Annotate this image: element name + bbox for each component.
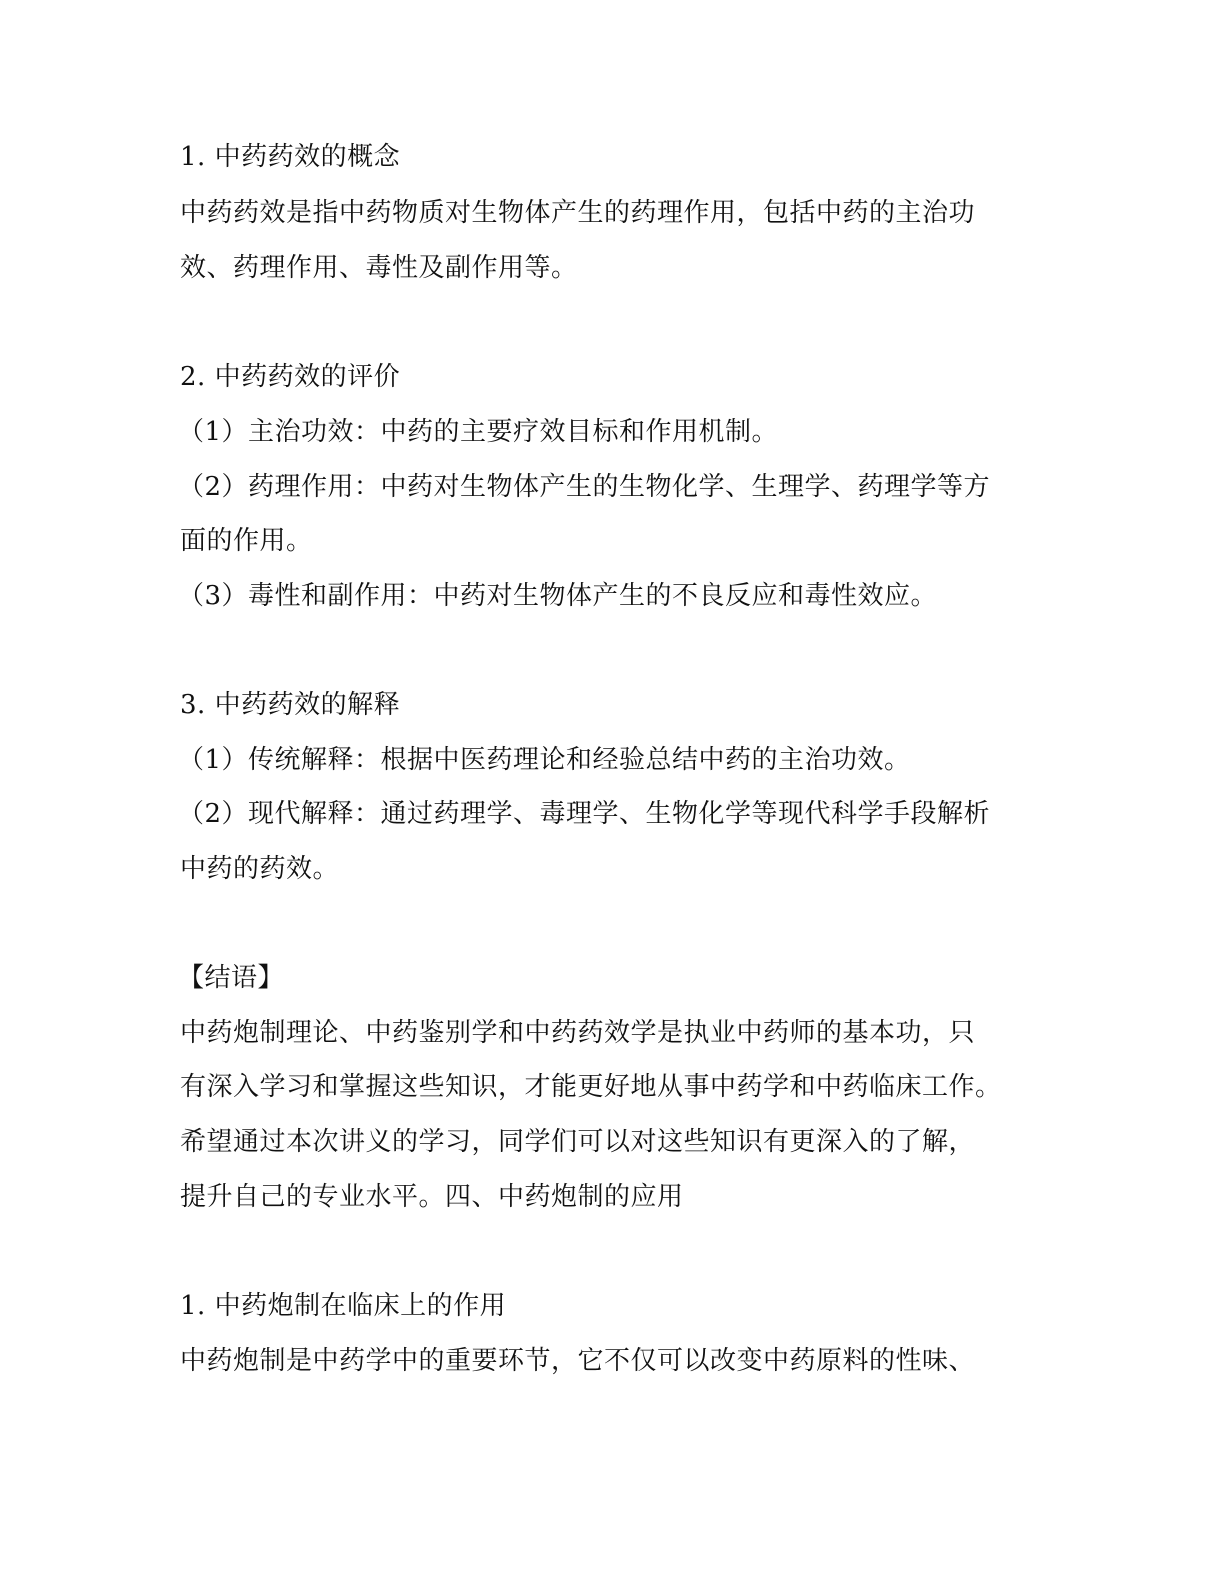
section-2-heading: 2. 中药药效的评价 (180, 362, 401, 392)
conclusion-body-line-3: 希望通过本次讲义的学习，同学们可以对这些知识有更深入的了解， (180, 1127, 976, 1157)
section-3-item-2-cont: 中药的药效。 (180, 854, 340, 884)
conclusion-body-line-4: 提升自己的专业水平。四、中药炮制的应用 (180, 1182, 684, 1212)
section-2-item-2-cont: 面的作用。 (180, 526, 313, 556)
conclusion-body-line-1: 中药炮制理论、中药鉴别学和中药药效学是执业中药师的基本功，只 (180, 1018, 976, 1048)
section-4-body-line-1: 中药炮制是中药学中的重要环节，它不仅可以改变中药原料的性味、 (180, 1346, 976, 1376)
section-1-heading: 1. 中药药效的概念 (180, 142, 401, 172)
conclusion-body-line-2: 有深入学习和掌握这些知识，才能更好地从事中药学和中药临床工作。 (180, 1072, 1002, 1102)
section-3-heading: 3. 中药药效的解释 (180, 690, 401, 720)
section-2-item-1: （1）主治功效：中药的主要疗效目标和作用机制。 (178, 417, 779, 447)
conclusion-heading: 【结语】 (178, 963, 285, 993)
section-1-body-line-1: 中药药效是指中药物质对生物体产生的药理作用，包括中药的主治功 (180, 198, 976, 228)
section-4-heading: 1. 中药炮制在临床上的作用 (180, 1291, 507, 1321)
section-2-item-2: （2）药理作用：中药对生物体产生的生物化学、生理学、药理学等方 (178, 472, 991, 502)
section-3-item-1: （1）传统解释：根据中医药理论和经验总结中药的主治功效。 (178, 745, 911, 775)
section-2-item-3: （3）毒性和副作用：中药对生物体产生的不良反应和毒性效应。 (178, 581, 938, 611)
section-3-item-2: （2）现代解释：通过药理学、毒理学、生物化学等现代科学手段解析 (178, 799, 991, 829)
section-1-body-line-2: 效、药理作用、毒性及副作用等。 (180, 253, 578, 283)
